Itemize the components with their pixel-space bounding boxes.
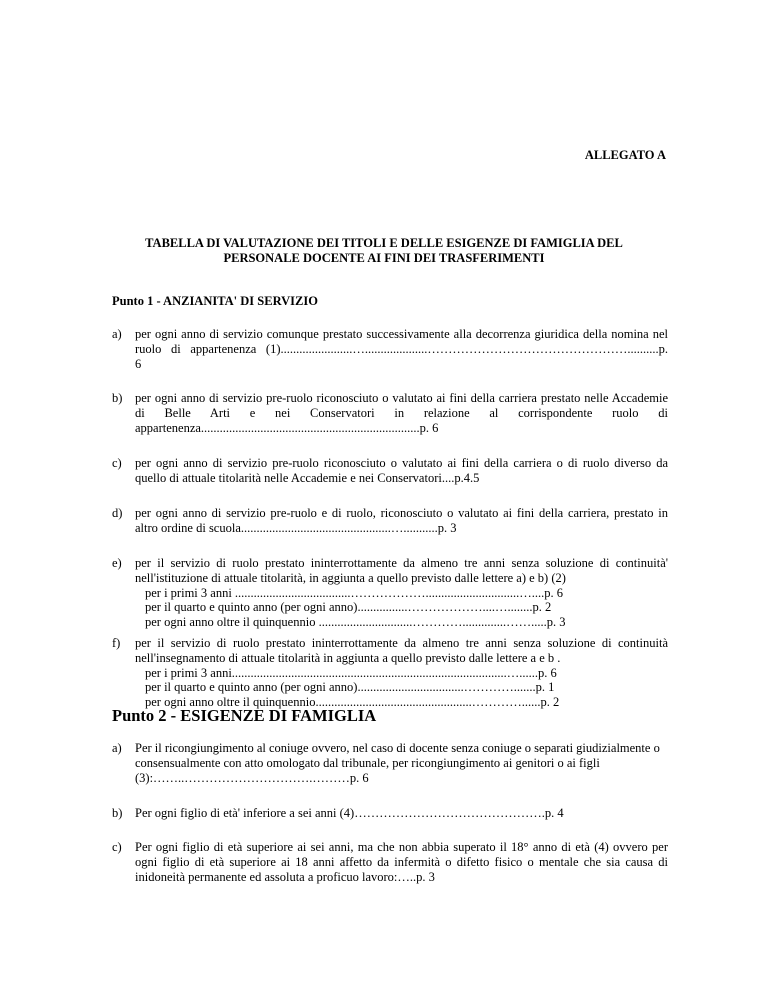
item-sub-line: per i primi 3 anni........................................................................................…......p. 6: [145, 665, 557, 680]
title-line-1: TABELLA DI VALUTAZIONE DEI TITOLI E DELLE ESIGENZE DI FAMIGLIA DEL: [145, 236, 623, 250]
item-line: ruolo di appartenenza (1).......................…....................…………………………………………..........p.: [135, 341, 668, 356]
item-label: a): [112, 327, 122, 341]
punto2-heading: Punto 2 - ESIGENZE DI FAMIGLIA: [112, 706, 377, 725]
item-label: d): [112, 506, 123, 520]
item-label: c): [112, 840, 122, 854]
item-line: Per ogni figlio di età superiore ai sei anni, ma che non abbia superato il 18° anno di età (4) ovvero per: [135, 840, 668, 854]
document-title: [100, 236, 668, 266]
punto1-item-d: [112, 506, 668, 536]
item-line: di Belle Arti e nei Conservatori in relazione al corrispondente ruolo di: [135, 405, 668, 420]
item-sub-line: per i primi 3 anni .....................................………………..............................…....p. 6: [145, 585, 564, 600]
allegato-label: ALLEGATO A: [584, 148, 666, 162]
item-label: e): [112, 556, 122, 570]
item-label: a): [112, 741, 122, 755]
item-label: b): [112, 806, 123, 820]
item-sub-line: per ogni anno oltre il quinquennio ..............................…………..............…….....p. 3: [145, 615, 566, 630]
item-line: per ogni anno di servizio pre-ruolo riconosciuto o valutato ai fini della carriera o di ruolo diverso da: [135, 456, 668, 470]
punto1-item-f: [112, 636, 668, 710]
item-line: Per ogni figlio di età' inferiore a sei anni (4)……………………………………….p. 4: [135, 806, 564, 820]
item-line: per il servizio di ruolo prestato ininterrottamente da almeno tre anni senza soluzione di continuità: [135, 636, 668, 650]
item-line: per ogni anno di servizio comunque prestato successivamente alla decorrenza giuridica della nomina nel: [135, 327, 668, 341]
punto1-item-e: [112, 556, 668, 630]
punto1-item-b: [112, 391, 668, 435]
item-label: f): [112, 636, 121, 650]
punto1-item-a: [112, 327, 668, 371]
item-sub-line: per il quarto e quinto anno (per ogni anno)................………………....…........p. 2: [145, 600, 552, 615]
item-label: c): [112, 456, 122, 470]
item-line: inidoneità permanente ed assoluta a proficuo lavoro:…..p. 3: [135, 869, 435, 884]
item-sub-line: per ogni anno oltre il quinquennio..................................................…………......p. 2: [145, 695, 560, 710]
punto2-item-a: [112, 741, 668, 785]
item-sub-line: per il quarto e quinto anno (per ogni anno)..................................………….......p. 1: [145, 680, 555, 695]
item-line: quello di attuale titolarità nelle Accademie e nei Conservatori....p.4.5: [135, 470, 480, 485]
title-line-2: PERSONALE DOCENTE AI FINI DEI TRASFERIMENTI: [223, 251, 545, 265]
punto1-heading: Punto 1 - ANZIANITA' DI SERVIZIO: [112, 294, 318, 308]
punto1-item-c: [112, 456, 668, 486]
item-line: nell'istituzione di attuale titolarità, in aggiunta a quello previsto dalle lettere a) e b) (2): [135, 570, 566, 585]
punto2-item-c: [112, 840, 668, 884]
item-label: b): [112, 391, 123, 405]
item-line: nell'insegnamento di attuale titolarità in aggiunta a quello previsto dalle lettere a e b .: [135, 650, 561, 665]
item-line: per il servizio di ruolo prestato ininterrottamente da almeno tre anni senza soluzione di continuità': [135, 556, 668, 570]
item-line: per ogni anno di servizio pre-ruolo riconosciuto o valutato ai fini della carriera prestato nelle Accademie: [135, 391, 668, 405]
item-line: consensualmente con atto omologato dal tribunale, per ricongiungimento ai genitori o ai figli: [135, 755, 600, 770]
item-line: 6: [135, 356, 142, 371]
item-line: Per il ricongiungimento al coniuge ovvero, nel caso di docente senza coniuge o separati giudizialmente o: [135, 741, 660, 755]
item-line: ogni figlio di età superiore ai 18 anni affetto da infermità o difetto fisico o mentale che sia causa di: [135, 854, 668, 869]
punto2-item-b: [112, 806, 668, 821]
item-line: appartenenza......................................................................p. 6: [135, 420, 439, 435]
item-line: per ogni anno di servizio pre-ruolo e di ruolo, riconosciuto o valutato ai fini della carriera, prestato in: [135, 506, 668, 520]
item-line: altro ordine di scuola................................................…...........p. 3: [135, 520, 457, 535]
item-line: (3):……..………………………….………p. 6: [135, 770, 369, 785]
